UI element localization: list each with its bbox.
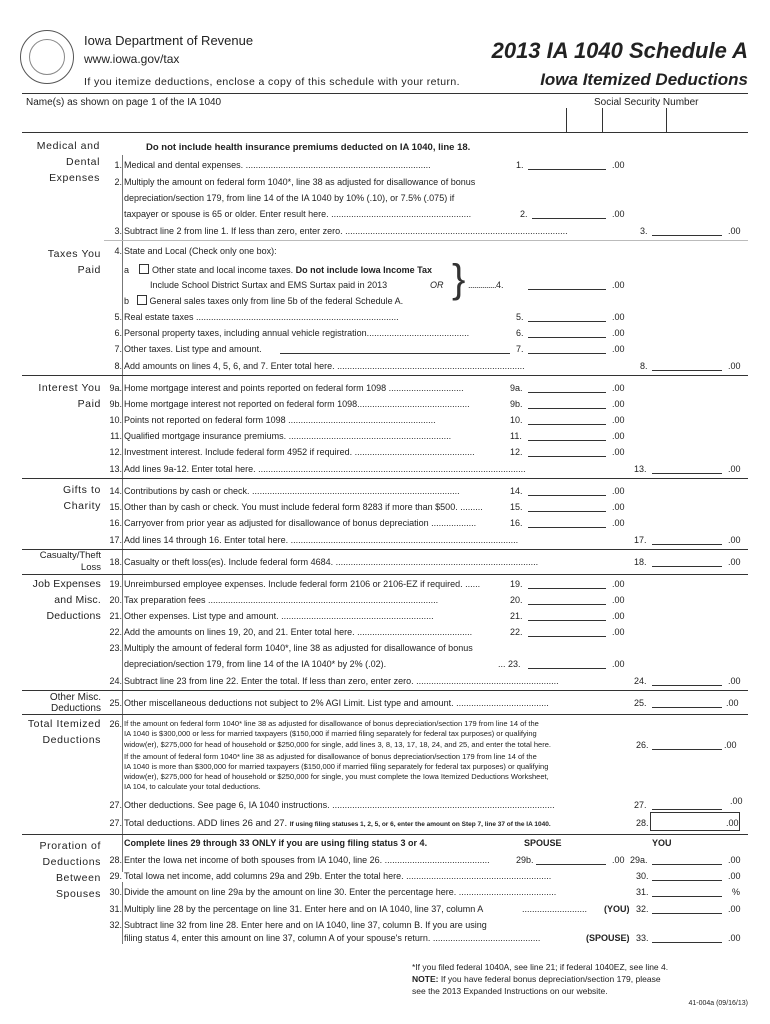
line-5-text: Real estate taxes ................................................................................. (124, 312, 399, 322)
line-number: 14. (109, 486, 122, 496)
line-21-text: Other expenses. List type and amount. ............................................................. (124, 611, 434, 621)
line-number-rule (122, 155, 123, 872)
line-7-type-field[interactable] (280, 342, 510, 354)
section-interest: Interest You Paid (38, 382, 101, 410)
line-2-number: 2. (520, 209, 528, 219)
line-number: 19. (109, 579, 122, 589)
line-number: 21. (109, 611, 122, 621)
line-13-field[interactable] (652, 462, 722, 474)
line-17-field[interactable] (652, 533, 722, 545)
medical-note: Do not include health insurance premiums deducted on IA 1040, line 18. (146, 142, 471, 153)
line-number: 27. (109, 818, 122, 828)
line-20-text: Tax preparation fees ............................................................................................ (124, 595, 439, 605)
you-column-label: YOU (652, 838, 672, 848)
line-number: 15. (109, 502, 122, 512)
line-21-number: 21. (510, 611, 523, 621)
line-10-number: 10. (510, 415, 523, 425)
section-rule (22, 478, 748, 479)
cents: .00 (612, 611, 625, 621)
line-4a-text: Include School District Surtax and EMS Surtax paid in 2013 (150, 280, 388, 290)
line-number: 18. (109, 557, 122, 567)
note-text-2: see the 2013 Expanded Instructions on our website. (412, 986, 608, 996)
cents: .00 (612, 312, 625, 322)
line-4-field[interactable] (528, 278, 606, 290)
cents: .00 (728, 557, 741, 567)
line-2-text: Multiply the amount on federal form 1040*, line 38 as adjusted for disallowance of bonus (124, 177, 476, 187)
section-rule (22, 375, 748, 376)
line-23-text: depreciation/section 179, from line 14 of the IA 1040* by 2% (.02). (124, 659, 387, 669)
line-33-field[interactable] (652, 931, 722, 943)
line-25-number: 25. (634, 698, 647, 708)
section-other-misc: Other Misc. Deductions (49, 692, 101, 714)
line-19-number: 19. (510, 579, 523, 589)
line-9a-field[interactable] (528, 381, 606, 393)
enclose-instruction: If you itemize deductions, enclose a copy of this schedule with your return. (84, 76, 460, 88)
line-26-number: 26. (636, 740, 649, 750)
cents: .00 (612, 447, 625, 457)
line-number: 22. (109, 627, 122, 637)
line-number: 10. (109, 415, 122, 425)
line-9b-number: 9b. (510, 399, 523, 409)
line-15-text: Other than by cash or check. You must include federal form 8283 if more than $500. ......... (124, 502, 483, 512)
section-rule (22, 714, 748, 715)
line-28-text: Total deductions. ADD lines 26 and 27. (124, 818, 288, 829)
section-rule (22, 549, 748, 550)
line-17-text: Add lines 14 through 16. Enter total here. ........................................................................................... (124, 535, 519, 545)
line-11-field[interactable] (528, 429, 606, 441)
line-18-number: 18. (634, 557, 647, 567)
line-19-field[interactable] (528, 577, 606, 589)
iowa-dept-revenue-seal (20, 30, 74, 84)
line-6-number: 6. (516, 328, 524, 338)
line-29b-number: 29b. (516, 855, 534, 865)
line-26-text: widow(er), $275,000 for head of household or $250,000 for single, you must complete the Iowa Itemized Deductions Worksheet, (124, 772, 549, 781)
spouse-tag: (SPOUSE) (586, 933, 630, 943)
line-3-field[interactable] (652, 224, 722, 236)
line-number: 9b. (109, 399, 122, 409)
cents: .00 (612, 431, 625, 441)
department-url[interactable]: www.iowa.gov/tax (84, 52, 180, 66)
line-33-number: 33. (636, 933, 649, 943)
cents: .00 (726, 698, 739, 708)
line-4-text: State and Local (Check only one box): (124, 246, 277, 256)
line-17-number: 17. (634, 535, 647, 545)
section-gifts: Gifts to Charity (62, 484, 101, 512)
line-32-number: 32. (636, 904, 649, 914)
section-rule (22, 834, 748, 835)
ssn-divider (602, 108, 603, 132)
cents: .00 (728, 855, 741, 865)
cents: .00 (612, 344, 625, 354)
line-5-number: 5. (516, 312, 524, 322)
cents: .00 (612, 486, 625, 496)
cents: .00 (728, 535, 741, 545)
line-6-text: Personal property taxes, including annual vehicle registration......................................... (124, 328, 470, 338)
line-29-text: Enter the Iowa net income of both spouses from IA 1040, line 26. .......................................... (124, 855, 490, 865)
line-8-field[interactable] (652, 359, 722, 371)
cents: .00 (612, 160, 625, 170)
line-number: 32. (109, 920, 122, 930)
line-2-field[interactable] (532, 207, 606, 219)
line-30-text: Total Iowa net income, add columns 29a and 29b. Enter the total here. .......................................................... (124, 871, 552, 881)
cents: .00 (612, 328, 625, 338)
section-casualty: Casualty/Theft Loss (39, 550, 101, 573)
line-number: 6. (114, 328, 122, 338)
line-28-instruction: If using filing statuses 1, 2, 5, or 6, enter the amount on Step 7, line 37 of the IA 1040. (289, 821, 551, 828)
line-16-field[interactable] (528, 516, 606, 528)
line-number: 24. (109, 676, 122, 686)
line-number: 3. (114, 226, 122, 236)
line-9b-field[interactable] (528, 397, 606, 409)
line-19-text: Unreimbursed employee expenses. Include federal form 2106 or 2106-EZ if required. ...... (124, 579, 481, 589)
line-18-text: Casualty or theft loss(es). Include federal form 4684. ................................................................................. (124, 557, 539, 567)
line-12-text: Investment interest. Include federal form 4952 if required. ................................................ (124, 447, 475, 457)
ssn-divider (566, 108, 567, 132)
cents: .00 (612, 415, 625, 425)
line-number: 29. (109, 871, 122, 881)
line-9b-text: Home mortgage interest not reported on federal form 1098............................................. (124, 399, 470, 409)
line-number: 2. (114, 177, 122, 187)
form-number: 41-004a (09/16/13) (688, 1000, 748, 1007)
line-14-text: Contributions by cash or check. ................................................................................... (124, 486, 460, 496)
cents: .00 (728, 464, 741, 474)
line-number: 30. (109, 887, 122, 897)
spouse-column-label: SPOUSE (524, 838, 562, 848)
line-number: 8. (114, 361, 122, 371)
option-a-checkbox[interactable] (139, 264, 149, 274)
line-28-number: 28. (636, 818, 649, 828)
department-name: Iowa Department of Revenue (84, 33, 254, 48)
line-14-number: 14. (510, 486, 523, 496)
line-12-number: 12. (510, 447, 523, 457)
cents: .00 (612, 627, 625, 637)
option-b-checkbox[interactable] (137, 295, 147, 305)
percent-sign: % (732, 887, 741, 897)
line-number: 27. (109, 800, 122, 810)
cents: .00 (728, 361, 741, 371)
cents: .00 (612, 579, 625, 589)
line-27-number: 27. (634, 800, 647, 810)
line-number: 13. (109, 464, 122, 474)
line-4-number: ..............4. (468, 280, 504, 290)
line-26-field[interactable] (652, 738, 722, 750)
section-job: Job Expenses and Misc. Deductions (32, 578, 101, 622)
footnote: *If you filed federal 1040A, see line 21; if federal 1040EZ, see line 4. (412, 962, 669, 972)
cents: .00 (612, 518, 625, 528)
line-number: 26. (109, 719, 122, 729)
cents: .00 (730, 796, 743, 806)
section-taxes: Taxes You Paid (47, 248, 101, 276)
ssn-divider (666, 108, 667, 132)
line-18-field[interactable] (652, 555, 722, 567)
line-26-text: IA 104, to calculate your total deductions. (124, 782, 261, 791)
cents: .00 (612, 659, 625, 669)
line-15-number: 15. (510, 502, 523, 512)
line-9a-text: Home mortgage interest and points reported on federal form 1098 .............................. (124, 383, 464, 393)
line-8-number: 8. (640, 361, 648, 371)
line-31-field[interactable] (652, 885, 722, 897)
line-number-rule (122, 882, 123, 944)
line-number: 1. (114, 160, 122, 170)
line-24-field[interactable] (652, 674, 722, 686)
cents: .00 (724, 740, 737, 750)
line-25-text: Other miscellaneous deductions not subject to 2% AGI Limit. List type and amount. ..................................... (124, 698, 549, 708)
line-12-field[interactable] (528, 445, 606, 457)
line-20-field[interactable] (528, 593, 606, 605)
line-4a-bold: Do not include Iowa Income Tax (295, 265, 432, 275)
line-31-number: 31. (636, 887, 649, 897)
line-9a-number: 9a. (510, 383, 523, 393)
proration-heading: Complete lines 29 through 33 ONLY if you are using filing status 3 or 4. (124, 838, 428, 848)
section-total: Total Itemized Deductions (27, 718, 101, 746)
line-33-text: filing status 4, enter this amount on line 37, column A of your spouse's return. ........................................... (124, 933, 541, 943)
line-3-number: 3. (640, 226, 648, 236)
line-33-text: Subtract line 32 from line 28. Enter here and on IA 1040, line 37, column B. If you are using (124, 920, 487, 930)
line-number: 11. (110, 431, 122, 441)
cents: .00 (612, 502, 625, 512)
option-b-letter: b (124, 296, 130, 306)
line-3-text: Subtract line 2 from line 1. If less than zero, enter zero. ......................................................................................... (124, 226, 568, 236)
cents: .00 (612, 280, 625, 290)
line-6-field[interactable] (528, 326, 606, 338)
line-16-text: Carryover from prior year as adjusted for disallowance of bonus depreciation .................. (124, 518, 477, 528)
line-number: 20. (109, 595, 122, 605)
line-25-field[interactable] (652, 696, 722, 708)
section-rule (22, 574, 748, 575)
line-13-number: 13. (634, 464, 647, 474)
line-4a-text: Other state and local income taxes. (152, 265, 294, 275)
line-29a-field[interactable] (652, 853, 722, 865)
line-31-text: Divide the amount on line 29a by the amount on line 30. Enter the percentage here. ....................................... (124, 887, 557, 897)
line-26-text: IA 1040 is $300,000 or less for married taxpayers ($150,000 if married filing separately for federal tax purposes) or qualifying (124, 729, 537, 738)
line-32-leader: .......................... (522, 904, 588, 914)
line-26-text: IA 1040 is more than $300,000 for married taxpayers ($150,000 if married filing separately for federal tax purposes) or qualifying (124, 762, 549, 771)
line-13-text: Add lines 9a-12. Enter total here. ........................................................................................................... (124, 464, 526, 474)
line-21-field[interactable] (528, 609, 606, 621)
line-32-text: Multiply line 28 by the percentage on line 31. Enter here and on IA 1040, line 37, column A (124, 904, 484, 914)
line-22-text: Add the amounts on lines 19, 20, and 21. Enter total here. .............................................. (124, 627, 473, 637)
cents: .00 (726, 818, 739, 828)
line-29a-number: 29a. (630, 855, 648, 865)
line-number: 7. (114, 344, 122, 354)
form-subtitle: Iowa Itemized Deductions (540, 70, 748, 89)
line-number: 16. (109, 518, 122, 528)
line-29b-field[interactable] (536, 853, 606, 865)
line-7-field[interactable] (528, 342, 606, 354)
line-2-text: depreciation/section 179, from line 14 of the IA 1040 by 10% (.10), or 7.5% (.075) if (124, 193, 455, 203)
row-rule (104, 240, 748, 241)
line-22-number: 22. (510, 627, 523, 637)
line-7-number: 7. (516, 344, 524, 354)
line-14-field[interactable] (528, 484, 606, 496)
line-2-text: taxpayer or spouse is 65 or older. Enter result here. ........................................................ (124, 209, 472, 219)
line-1-field[interactable] (528, 158, 606, 170)
line-11-text: Qualified mortgage insurance premiums. ................................................................. (124, 431, 452, 441)
names-label: Name(s) as shown on page 1 of the IA 1040 (26, 97, 222, 108)
line-10-field[interactable] (528, 413, 606, 425)
cents: .00 (612, 595, 625, 605)
line-24-number: 24. (634, 676, 647, 686)
line-27-text: Other deductions. See page 6, IA 1040 instructions. ......................................................................................... (124, 800, 555, 810)
line-26-text: If the amount on federal form 1040* line 38 as adjusted for disallowance of bonus depreciation/section 179 from line 14 of the (124, 719, 539, 728)
line-15-field[interactable] (528, 500, 606, 512)
line-22-field[interactable] (528, 625, 606, 637)
line-number: 12. (109, 447, 122, 457)
names-rule (22, 132, 748, 133)
cents: .00 (728, 871, 741, 881)
line-4b-text: General sales taxes only from line 5b of the federal Schedule A. (149, 296, 404, 306)
line-11-number: 11. (510, 431, 522, 441)
line-number: 23. (109, 643, 122, 653)
you-tag: (YOU) (604, 904, 630, 914)
line-number: 31. (109, 904, 122, 914)
line-26-text: widow(er), $275,000 for head of household or $250,000 for single, add lines 3, 8, 13, 17, 18, 24, and 25, and enter the total here. (124, 740, 551, 749)
line-number: 5. (114, 312, 122, 322)
line-23-number: ... 23. (498, 659, 521, 669)
line-number: 17. (109, 535, 122, 545)
note-text: If you have federal bonus depreciation/section 179, please (438, 974, 661, 984)
line-number: 9a. (109, 383, 122, 393)
line-1-text: Medical and dental expenses. .......................................................................... (124, 160, 431, 170)
cents: .00 (728, 676, 741, 686)
ssn-label: Social Security Number (594, 97, 699, 108)
section-rule (22, 690, 748, 691)
cents: .00 (728, 933, 741, 943)
form-title: 2013 IA 1040 Schedule A (491, 38, 748, 63)
line-20-number: 20. (510, 595, 523, 605)
cents: .00 (612, 209, 625, 219)
line-10-text: Points not reported on federal form 1098 ........................................................... (124, 415, 436, 425)
cents: .00 (728, 904, 741, 914)
cents: .00 (612, 383, 625, 393)
cents: .00 (728, 226, 741, 236)
section-proration: Proration of Deductions Between Spouses (39, 840, 101, 900)
line-8-text: Add amounts on lines 4, 5, 6, and 7. Enter total here. ........................................................................... (124, 361, 525, 371)
line-27-field[interactable] (652, 798, 722, 810)
line-16-number: 16. (510, 518, 523, 528)
line-24-text: Subtract line 23 from line 22. Enter the total. If less than zero, enter zero. ......................................................... (124, 676, 559, 686)
line-23-text: Multiply the amount of federal form 1040*, line 38 as adjusted for disallowance of bonus (124, 643, 473, 653)
brace: } (452, 257, 466, 301)
cents: .00 (612, 855, 625, 865)
line-26-text: If the amount of federal form 1040* line 38 as adjusted for disallowance of bonus depreciation/section 179 from line 14 of the (124, 752, 537, 761)
line-number: 4. (114, 246, 122, 256)
line-number: 25. (109, 698, 122, 708)
line-7-text: Other taxes. List type and amount. (124, 344, 262, 354)
line-30-field[interactable] (652, 869, 722, 881)
or-label: OR (430, 280, 444, 290)
cents: .00 (612, 399, 625, 409)
line-23-field[interactable] (528, 657, 606, 669)
line-5-field[interactable] (528, 310, 606, 322)
line-32-field[interactable] (652, 902, 722, 914)
line-30-number: 30. (636, 871, 649, 881)
section-medical: Medical and Dental Expenses (36, 140, 100, 184)
line-number: 28. (109, 855, 122, 865)
option-a-letter: a (124, 265, 130, 275)
note-label: NOTE: (412, 974, 439, 984)
header-rule (22, 93, 748, 94)
line-1-number: 1. (516, 160, 524, 170)
